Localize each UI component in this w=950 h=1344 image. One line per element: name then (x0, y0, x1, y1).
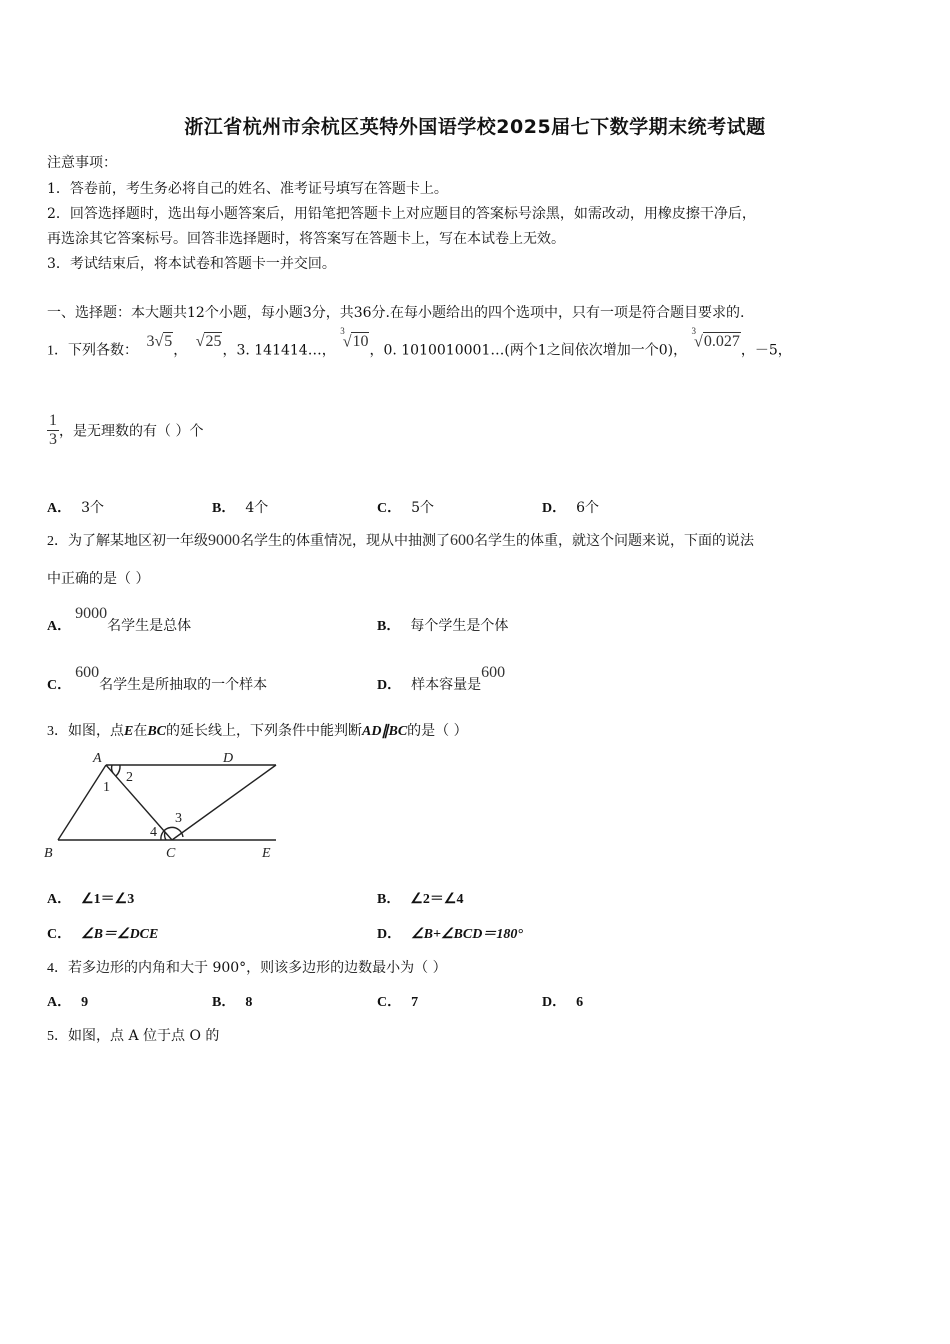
label-c: C (166, 846, 176, 861)
angle-arc-2 (116, 765, 120, 776)
notice-item-2a: 2．回答选择题时，选出每小题答案后，用铅笔把答题卡上对应题目的答案标号涂黑，如需改动，用橡皮擦干净后， (47, 206, 756, 222)
q1-option-a[interactable]: A． 3个 (47, 500, 105, 516)
q2-option-b[interactable]: B． 每个学生是个体 (377, 618, 509, 634)
q1-option-b[interactable]: B． 4个 (212, 500, 269, 516)
question-1-line2 (47, 412, 203, 449)
q2-option-c[interactable]: C．600名学生是所抽取的一个样本 (47, 664, 268, 693)
q1-text-4: ，0. 1010010001…(两个1之间依次增加一个0)， (369, 342, 688, 359)
expr-cbrt-10: $^3$√10 (340, 326, 369, 351)
notice-item-1: 1．答卷前，考生务必将自己的姓名、准考证号填写在答题卡上。 (47, 181, 448, 197)
segment-ab (58, 765, 106, 840)
question-4: 4．若多边形的内角和大于 900°，则该多边形的边数最小为（ ） (47, 960, 447, 976)
question-1-number: 1． (47, 343, 68, 359)
q2-option-d[interactable]: D． 样本容量是600 (377, 664, 506, 693)
section-heading: 一、选择题：本大题共12个小题，每小题3分，共36分.在每小题给出的四个选项中，只有一项是符合题目要求的. (47, 305, 745, 321)
notice-heading: 注意事项： (47, 155, 117, 171)
question-5: 5．如图，点 A 位于点 O 的 (47, 1028, 220, 1044)
q1-text-5: ，－5， (740, 342, 792, 359)
question-2-line2: 中正确的是（ ） (47, 571, 150, 587)
label-b: B (44, 846, 53, 861)
segment-ac (106, 765, 172, 840)
q4-option-a[interactable]: A． 9 (47, 995, 89, 1010)
label-d: D (223, 751, 234, 766)
question-1-lead: 下列各数： (68, 342, 138, 359)
segment-cd (172, 765, 276, 840)
question-2: 2．为了解某地区初一年级9000名学生的体重情况，现从中抽测了600名学生的体重，就这个问题来说，下面的说法 (47, 532, 754, 549)
expr-3-sqrt-5: 3√5 (146, 333, 173, 351)
q4-option-b[interactable]: B． 8 (212, 995, 253, 1010)
geometry-figure (40, 745, 290, 865)
question-1-tail: ，是无理数的有（ ）个 (59, 423, 204, 440)
q3-option-a[interactable]: A． ∠1＝∠3 (47, 892, 135, 907)
label-angle-4: 4 (150, 825, 157, 840)
q3-option-d[interactable]: D． ∠B+∠BCD＝180° (377, 927, 523, 942)
label-angle-2: 2 (126, 770, 133, 785)
q4-option-d[interactable]: D． 6 (542, 995, 584, 1010)
q1-option-c[interactable]: C． 5个 (377, 500, 435, 516)
fraction-one-third: $\frac{1}{3}$ (49, 412, 57, 448)
angle-arc-1 (112, 765, 113, 773)
q1-text-3: ，3. 141414…， (222, 342, 336, 359)
q2-option-a[interactable]: A．9000名学生是总体 (47, 605, 192, 634)
label-angle-1: 1 (103, 780, 110, 795)
expr-sqrt-25: √25 (195, 333, 222, 351)
notice-item-2b: 再选涂其它答案标号。回答非选择题时，将答案写在答题卡上，写在本试卷上无效。 (47, 231, 565, 247)
label-e: E (262, 846, 271, 861)
q3-option-c[interactable]: C． ∠B＝∠DCE (47, 927, 159, 942)
label-angle-3: 3 (175, 811, 182, 826)
label-a: A (93, 751, 102, 766)
q1-option-d[interactable]: D． 6个 (542, 500, 600, 516)
question-1: 1．下列各数： 3√5， √25，3. 141414…， $^3$√10，0. 1010010001…(两个1之间依次增加一个0)， $^3$√0.027，－5， (47, 326, 792, 359)
page-title: 浙江省杭州市余杭区英特外国语学校2025届七下数学期末统考试题 (184, 116, 766, 138)
q4-option-c[interactable]: C． 7 (377, 995, 419, 1010)
question-3: 3．如图，点E在BC的延长线上，下列条件中能判断AD∥BC的是（ ） (47, 723, 468, 739)
notice-item-3: 3．考试结束后，将本试卷和答题卡一并交回。 (47, 256, 336, 272)
expr-cbrt-0027: $^3$√0.027 (691, 326, 740, 351)
q3-option-b[interactable]: B． ∠2＝∠4 (377, 892, 464, 907)
